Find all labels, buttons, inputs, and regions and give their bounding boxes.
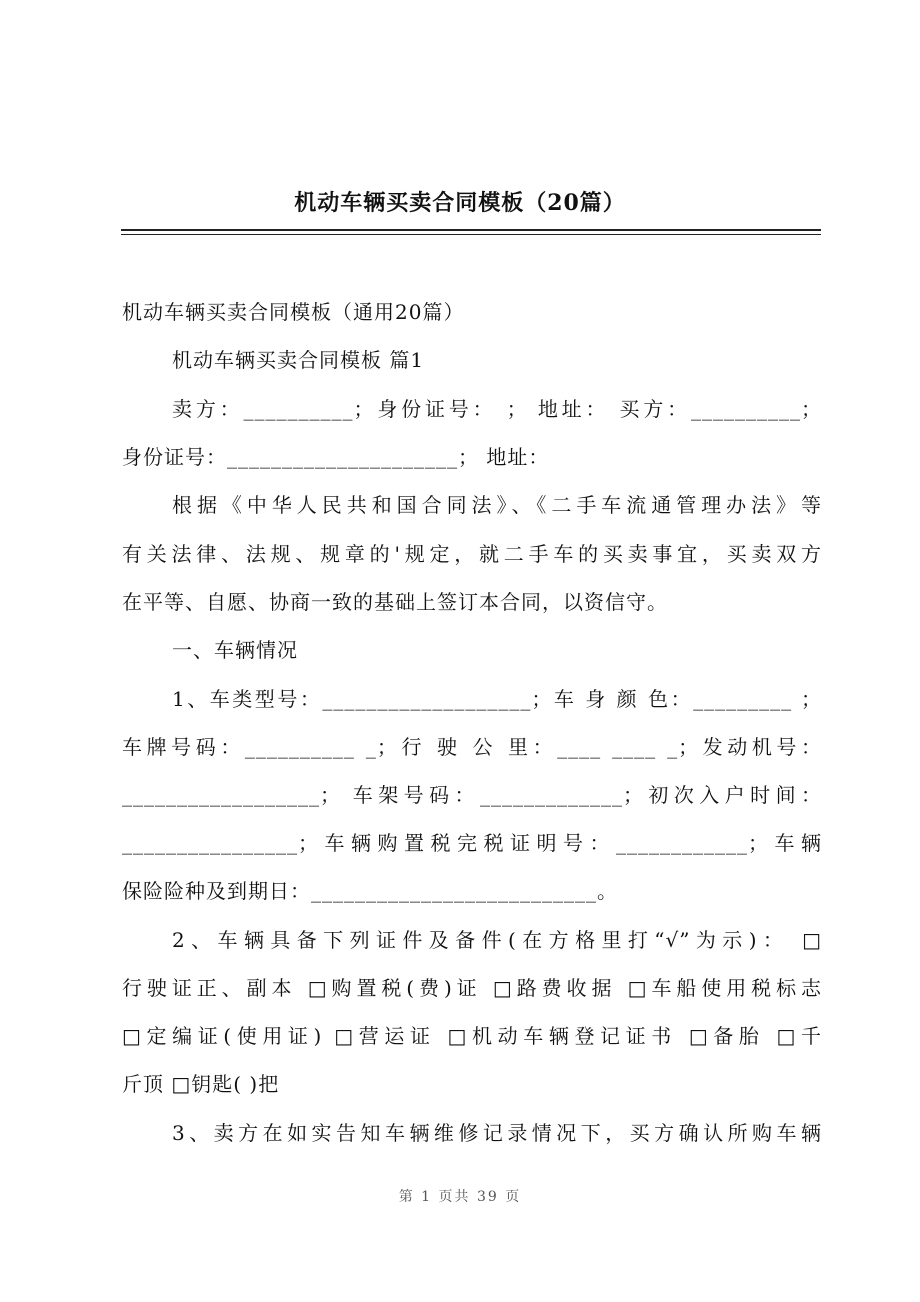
paragraph-line: 斤顶 □钥匙( )把 [122, 1072, 280, 1096]
paragraph-line: 车牌号码：__________ _；行 驶 公 里：____ ____ _；发动机号： [122, 735, 822, 759]
title-rule-thick [121, 229, 821, 231]
paragraph-line: 2、车辆具备下列证件及备件(在方格里打“√”为示)： □ [172, 928, 822, 952]
paragraph-line: 卖方：__________；身份证号： ； 地址： 买方：__________； [172, 397, 822, 421]
page-footer: 第 1 页共 39 页 [398, 1189, 522, 1205]
paragraph-line: 1、车类型号：___________________；车 身 颜 色：_________ ； [172, 687, 822, 711]
paragraph-line: 行驶证正、副本 □购置税(费)证 □路费收据 □车船使用税标志 [122, 976, 822, 1000]
subtitle: 机动车辆买卖合同模板（通用20篇） [122, 300, 465, 324]
paragraph-line: 根据《中华人民共和国合同法》、《二手车流通管理办法》等 [172, 493, 822, 517]
paragraph-line: 保险险种及到期日：__________________________。 [122, 879, 618, 903]
document-title: 机动车辆买卖合同模板（20篇） [294, 190, 626, 216]
paragraph-line: __________________； 车架号码：_____________；初次入户时间： [122, 783, 822, 807]
section-heading: 机动车辆买卖合同模板 篇1 [172, 348, 425, 372]
paragraph-line: ________________；车辆购置税完税证明号：____________；车辆 [122, 831, 822, 855]
paragraph-line: 在平等、自愿、协商一致的基础上签订本合同，以资信守。 [122, 590, 668, 614]
paragraph-line: 有关法律、法规、规章的'规定，就二手车的买卖事宜，买卖双方 [122, 542, 822, 566]
paragraph-line: □定编证(使用证) □营运证 □机动车辆登记证书 □备胎 □千 [122, 1024, 822, 1048]
title-rule-thin [121, 234, 821, 235]
section-heading: 一、车辆情况 [172, 638, 298, 662]
paragraph-line: 3、卖方在如实告知车辆维修记录情况下，买方确认所购车辆 [172, 1121, 822, 1145]
paragraph-line: 身份证号：_____________________； 地址： [122, 445, 550, 469]
